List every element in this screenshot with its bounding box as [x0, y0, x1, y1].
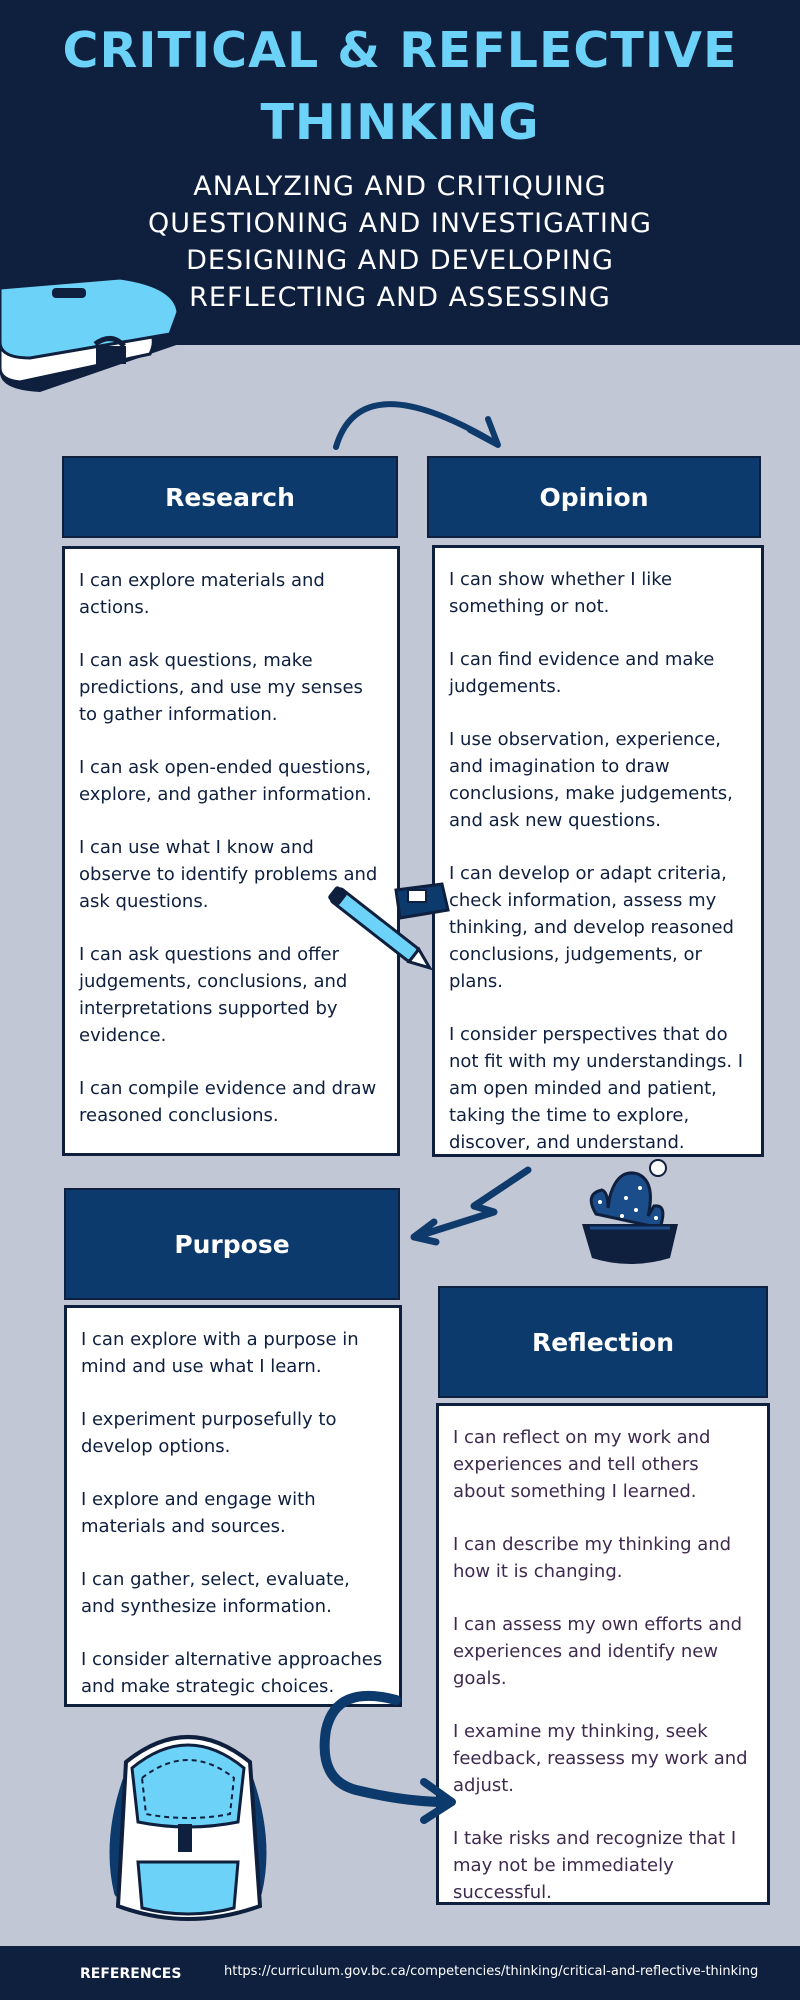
- list-item: I can ask open-ended questions, explore, and gather information.: [79, 757, 372, 805]
- opinion-title: Opinion: [539, 482, 649, 512]
- list-item: I can assess my own efforts and experiences and identify new goals.: [453, 1614, 743, 1689]
- opinion-heading: [427, 456, 761, 538]
- books-icon: [0, 272, 200, 412]
- list-item: I can ask questions and offer judgements, conclusions, and interpretations supported by evidence.: [79, 944, 348, 1046]
- cactus-icon: [578, 1158, 682, 1282]
- list-item: I explore and engage with materials and sources.: [81, 1489, 316, 1537]
- subtitle: REFLECTING AND ASSESSING: [189, 282, 611, 313]
- list-item: I can compile evidence and draw reasoned conclusions.: [79, 1078, 377, 1126]
- list-item: I can find evidence and make judgements.: [449, 649, 715, 697]
- purpose-box: [64, 1305, 402, 1707]
- reflection-title: Reflection: [531, 1327, 674, 1357]
- list-item: I can reflect on my work and experiences and tell others about something I learned.: [453, 1427, 711, 1502]
- list-item: I can use what I know and observe to identify problems and ask questions.: [79, 837, 378, 912]
- list-item: I examine my thinking, seek feedback, reassess my work and adjust.: [453, 1721, 748, 1796]
- list-item: I can explore with a purpose in mind and use what I learn.: [81, 1329, 359, 1377]
- list-item: I use observation, experience, and imagination to draw conclusions, make judgements, and ask new questions.: [449, 729, 733, 831]
- list-item: I consider alternative approaches and make strategic choices.: [81, 1649, 383, 1697]
- list-item: I take risks and recognize that I may not be immediately successful.: [453, 1828, 737, 1903]
- sharpener-icon: [392, 880, 452, 922]
- list-item: I experiment purposefully to develop options.: [81, 1409, 337, 1457]
- subtitle: DESIGNING AND DEVELOPING: [186, 245, 614, 276]
- curved-arrow-icon: [330, 385, 510, 455]
- references-label: REFERENCES: [80, 1966, 182, 1982]
- purpose-title: Purpose: [174, 1229, 290, 1259]
- opinion-box: [432, 545, 764, 1157]
- zigzag-arrow-icon: [404, 1166, 534, 1246]
- wavy-arrow-icon: [296, 1690, 466, 1830]
- list-item: I can describe my thinking and how it is changing.: [453, 1534, 732, 1582]
- list-item: I can explore materials and actions.: [79, 570, 325, 618]
- research-heading: [62, 456, 398, 538]
- subtitle: ANALYZING AND CRITIQUING: [193, 171, 607, 202]
- research-box: [62, 546, 400, 1156]
- purpose-heading: [64, 1188, 400, 1300]
- reflection-heading: [438, 1286, 768, 1398]
- subtitle: QUESTIONING AND INVESTIGATING: [148, 208, 652, 239]
- reference-link[interactable]: https://curriculum.gov.bc.ca/competencies/thinking/critical-and-reflective-thinking: [224, 1964, 759, 1979]
- page-title-line-1: CRITICAL & REFLECTIVE: [62, 22, 738, 79]
- page-title-line-2: THINKING: [260, 94, 540, 151]
- reflection-box: [436, 1403, 770, 1905]
- footer: [0, 1946, 800, 2000]
- list-item: I can show whether I like something or not.: [449, 569, 673, 617]
- list-item: I can develop or adapt criteria, check information, assess my thinking, and develop reasoned conclusions, judgements, or plans.: [449, 863, 734, 992]
- research-title: Research: [165, 482, 295, 512]
- list-item: I consider perspectives that do not fit with my understandings. I am open minded and patient, taking the time to explore, discover, and understand.: [449, 1024, 744, 1153]
- list-item: I can gather, select, evaluate, and synthesize information.: [81, 1569, 350, 1617]
- list-item: I can ask questions, make predictions, and use my senses to gather information.: [79, 650, 363, 725]
- backpack-icon: [98, 1722, 278, 1926]
